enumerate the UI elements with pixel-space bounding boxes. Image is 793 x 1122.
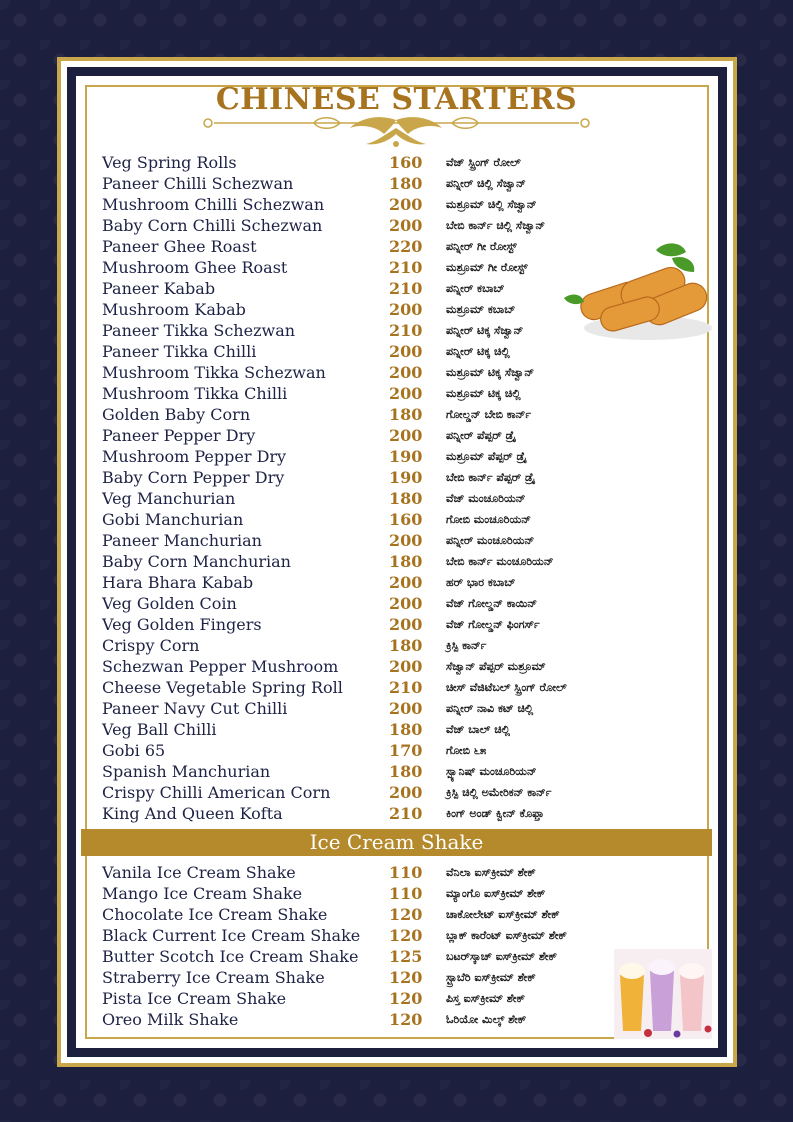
item-name: Mushroom Pepper Dry xyxy=(102,447,287,466)
menu-item xyxy=(0,698,793,719)
item-name: Paneer Ghee Roast xyxy=(102,237,257,256)
item-name: Paneer Kabab xyxy=(102,279,216,298)
item-name: Mushroom Kabab xyxy=(102,300,246,319)
item-price: 200 xyxy=(389,384,423,403)
item-name: Crispy Corn xyxy=(102,636,200,655)
item-price: 210 xyxy=(389,321,423,340)
menu-item xyxy=(0,635,793,656)
item-name: Hara Bhara Kabab xyxy=(102,573,254,592)
item-price: 200 xyxy=(389,195,423,214)
item-name: Golden Baby Corn xyxy=(102,405,251,424)
menu-item xyxy=(0,299,793,320)
menu-item xyxy=(0,215,793,236)
menu-item xyxy=(0,404,793,425)
item-name-kannada: ಹರ್ ಭಾರ ಕಬಾಬ್ xyxy=(446,576,516,589)
item-name-kannada: ಮಶ್ರೂಮ್ ಕಬಾಬ್ xyxy=(446,303,516,316)
item-name-kannada: ಪನ್ನೀರ್ ಟಿಕ್ಕ ಚಿಲ್ಲಿ xyxy=(446,345,510,358)
item-price: 110 xyxy=(389,863,423,882)
item-name: Paneer Tikka Schezwan xyxy=(102,321,296,340)
item-name-kannada: ಮ್ಯಾಂಗೊ ಐಸ್‌ಕ್ರೀಮ್ ಶೇಕ್ xyxy=(446,887,546,900)
item-price: 110 xyxy=(389,884,423,903)
item-name-kannada: ಪನ್ನೀರ್ ನಾವಿ ಕಟ್ ಚಿಲ್ಲಿ xyxy=(446,702,534,715)
item-price: 210 xyxy=(389,258,423,277)
item-name: Mango Ice Cream Shake xyxy=(102,884,303,903)
menu-item xyxy=(0,320,793,341)
item-price: 190 xyxy=(389,468,423,487)
menu-item xyxy=(0,719,793,740)
item-name: Oreo Milk Shake xyxy=(102,1010,239,1029)
item-name-kannada: ಬೇಬಿ ಕಾರ್ನ್ ಮಂಚೂರಿಯನ್ xyxy=(446,555,554,568)
item-price: 200 xyxy=(389,783,423,802)
item-name: Veg Golden Fingers xyxy=(102,615,262,634)
menu-item xyxy=(0,740,793,761)
page-title: CHINESE STARTERS xyxy=(215,82,578,117)
menu-item xyxy=(0,551,793,572)
item-name-kannada: ವೆಜ್ ಸ್ಪ್ರಿಂಗ್ ರೋಲ್ xyxy=(446,156,521,169)
item-name: Baby Corn Manchurian xyxy=(102,552,291,571)
item-name-kannada: ಓರಿಯೋ ಮಿಲ್ಕ್ ಶೇಕ್ xyxy=(446,1013,527,1026)
item-price: 200 xyxy=(389,699,423,718)
item-name-kannada: ವೆಜ್ ಬಾಲ್ ಚಿಲ್ಲಿ xyxy=(446,723,510,736)
item-name: Gobi 65 xyxy=(102,741,166,760)
item-price: 180 xyxy=(389,552,423,571)
item-name: Paneer Chilli Schezwan xyxy=(102,174,294,193)
item-price: 210 xyxy=(389,678,423,697)
item-name: Paneer Pepper Dry xyxy=(102,426,256,445)
item-name-kannada: ವೆಜ್ ಮಂಚೂರಿಯನ್ xyxy=(446,492,526,505)
item-name-kannada: ಮಶ್ರೂಮ್ ಟಿಕ್ಕ ಚಿಲ್ಲಿ xyxy=(446,387,521,400)
item-price: 200 xyxy=(389,363,423,382)
menu-item xyxy=(0,383,793,404)
menu-item xyxy=(0,925,793,946)
menu-item xyxy=(0,530,793,551)
item-name: Pista Ice Cream Shake xyxy=(102,989,287,1008)
item-name: Chocolate Ice Cream Shake xyxy=(102,905,328,924)
item-name-kannada: ಪನ್ನೀರ್ ಪೆಪ್ಪರ್ ಡ್ರೈ xyxy=(446,429,517,442)
item-price: 120 xyxy=(389,968,423,987)
item-price: 180 xyxy=(389,489,423,508)
item-name-kannada: ಕಿಂಗ್ ಅಂಡ್ ಕ್ವೀನ್ ಕೊಫ್ತಾ xyxy=(446,807,544,820)
item-name: Schezwan Pepper Mushroom xyxy=(102,657,339,676)
item-name-kannada: ಬ್ಲಾಕ್ ಕಾರೆಂಟ್ ಐಸ್‌ಕ್ರೀಮ್ ಶೇಕ್ xyxy=(446,929,567,942)
item-name-kannada: ಮಶ್ರೂಮ್ ಗೀ ರೋಸ್ಟ್ xyxy=(446,261,528,274)
item-name: Vanila Ice Cream Shake xyxy=(102,863,296,882)
ornament-divider-icon xyxy=(200,114,593,150)
item-price: 160 xyxy=(389,510,423,529)
menu-item xyxy=(0,257,793,278)
item-price: 200 xyxy=(389,615,423,634)
menu-item xyxy=(0,488,793,509)
menu-item xyxy=(0,614,793,635)
item-price: 200 xyxy=(389,573,423,592)
item-name-kannada: ಚಾಕೋಲೇಟ್ ಐಸ್‌ಕ್ರೀಮ್ ಶೇಕ್ xyxy=(446,908,560,921)
item-price: 220 xyxy=(389,237,423,256)
menu-item xyxy=(0,862,793,883)
item-name: Veg Golden Coin xyxy=(102,594,237,613)
menu-item xyxy=(0,572,793,593)
item-name-kannada: ಪನ್ನೀರ್ ಗೀ ರೋಸ್ಟ್ xyxy=(446,240,517,253)
item-name: Veg Manchurian xyxy=(102,489,236,508)
item-price: 120 xyxy=(389,1010,423,1029)
menu-item xyxy=(0,593,793,614)
menu-item xyxy=(0,761,793,782)
item-name-kannada: ವೆಜ್ ಗೋಲ್ಡನ್ ಫಿಂಗರ್ಸ್ xyxy=(446,618,540,631)
section-header-ice-cream-shake: Ice Cream Shake xyxy=(81,829,712,856)
item-price: 180 xyxy=(389,174,423,193)
item-name: Crispy Chilli American Corn xyxy=(102,783,331,802)
item-name: King And Queen Kofta xyxy=(102,804,283,823)
item-name-kannada: ಪನ್ನೀರ್ ಚಿಲ್ಲಿ ಸೆಜ್ವಾನ್ xyxy=(446,177,526,190)
item-name: Spanish Manchurian xyxy=(102,762,271,781)
menu-item xyxy=(0,883,793,904)
item-price: 120 xyxy=(389,905,423,924)
item-name-kannada: ಚೀಸ್ ವೆಜಿಟೆಬಲ್ ಸ್ಪ್ರಿಂಗ್ ರೋಲ್ xyxy=(446,681,567,694)
item-name-kannada: ಬಟರ್‌ಸ್ಕಾಚ್ ಐಸ್‌ಕ್ರೀಮ್ ಶೇಕ್ xyxy=(446,950,557,963)
item-name-kannada: ಗೋಲ್ಡನ್ ಬೇಬಿ ಕಾರ್ನ್ xyxy=(446,408,532,421)
item-name-kannada: ಸ್ಪ್ಯಾನಿಷ್ ಮಂಚೂರಿಯನ್ xyxy=(446,765,537,778)
menu-item xyxy=(0,467,793,488)
item-price: 200 xyxy=(389,531,423,550)
item-name: Paneer Navy Cut Chilli xyxy=(102,699,288,718)
item-price: 120 xyxy=(389,989,423,1008)
menu-item xyxy=(0,446,793,467)
item-name-kannada: ಪನ್ನೀರ್ ಮಂಚೂರಿಯನ್ xyxy=(446,534,535,547)
item-name-kannada: ವೆನಿಲಾ ಐಸ್‌ಕ್ರೀಮ್ ಶೇಕ್ xyxy=(446,866,536,879)
item-name: Veg Spring Rolls xyxy=(102,153,237,172)
menu-item xyxy=(0,803,793,824)
item-name: Baby Corn Pepper Dry xyxy=(102,468,285,487)
menu-item xyxy=(0,904,793,925)
item-name: Butter Scotch Ice Cream Shake xyxy=(102,947,359,966)
item-name-kannada: ಸೆಜ್ವಾನ್ ಪೆಪ್ಪರ್ ಮಶ್ರೂಮ್ xyxy=(446,660,546,673)
item-price: 200 xyxy=(389,657,423,676)
item-name: Paneer Manchurian xyxy=(102,531,262,550)
item-name: Mushroom Chilli Schezwan xyxy=(102,195,325,214)
item-name: Veg Ball Chilli xyxy=(102,720,217,739)
milkshakes-image xyxy=(614,949,712,1039)
item-name-kannada: ಬೇಬಿ ಕಾರ್ನ್ ಪೆಪ್ಪರ್ ಡ್ರೈ xyxy=(446,471,536,484)
item-price: 200 xyxy=(389,216,423,235)
menu-item xyxy=(0,425,793,446)
item-price: 200 xyxy=(389,594,423,613)
menu-item xyxy=(0,677,793,698)
menu-item xyxy=(0,194,793,215)
item-price: 180 xyxy=(389,636,423,655)
item-price: 200 xyxy=(389,342,423,361)
item-name-kannada: ಗೋಬಿ ಮಂಚೂರಿಯನ್ xyxy=(446,513,531,526)
item-price: 125 xyxy=(389,947,423,966)
item-name-kannada: ಸ್ಟ್ರಾಬೆರಿ ಐಸ್‌ಕ್ರೀಮ್ ಶೇಕ್ xyxy=(446,971,536,984)
item-name: Mushroom Tikka Schezwan xyxy=(102,363,326,382)
item-price: 120 xyxy=(389,926,423,945)
item-price: 210 xyxy=(389,279,423,298)
item-name: Mushroom Ghee Roast xyxy=(102,258,288,277)
item-price: 180 xyxy=(389,762,423,781)
item-price: 160 xyxy=(389,153,423,172)
item-price: 190 xyxy=(389,447,423,466)
item-name: Baby Corn Chilli Schezwan xyxy=(102,216,323,235)
menu-item xyxy=(0,362,793,383)
item-price: 180 xyxy=(389,720,423,739)
menu-item xyxy=(0,278,793,299)
item-name-kannada: ವೆಜ್ ಗೋಲ್ಡನ್ ಕಾಯಿನ್ xyxy=(446,597,538,610)
menu-item xyxy=(0,782,793,803)
item-name-kannada: ಮಶ್ರೂಮ್ ಟಿಕ್ಕ ಸೆಜ್ವಾನ್ xyxy=(446,366,535,379)
item-name-kannada: ಪಿಸ್ತ ಐಸ್‌ಕ್ರೀಮ್ ಶೇಕ್ xyxy=(446,992,525,1005)
menu-item xyxy=(0,656,793,677)
menu-item xyxy=(0,341,793,362)
item-name-kannada: ಗೋಬಿ ೬೫ xyxy=(446,744,487,757)
item-name-kannada: ಪನ್ನೀರ್ ಟಿಕ್ಕ ಸೆಜ್ವಾನ್ xyxy=(446,324,524,337)
item-name: Straberry Ice Cream Shake xyxy=(102,968,325,987)
item-price: 200 xyxy=(389,426,423,445)
item-name-kannada: ಮಶ್ರೂಮ್ ಚಿಲ್ಲಿ ಸೆಜ್ವಾನ್ xyxy=(446,198,537,211)
menu-item xyxy=(0,173,793,194)
item-name: Mushroom Tikka Chilli xyxy=(102,384,288,403)
item-name: Black Current Ice Cream Shake xyxy=(102,926,361,945)
item-price: 210 xyxy=(389,804,423,823)
menu-item xyxy=(0,509,793,530)
menu-item xyxy=(0,152,793,173)
item-price: 200 xyxy=(389,300,423,319)
menu-item xyxy=(0,236,793,257)
item-name-kannada: ಕ್ರಿಸ್ಪಿ ಕಾರ್ನ್ xyxy=(446,639,487,652)
item-price: 170 xyxy=(389,741,423,760)
item-name-kannada: ಬೇಬಿ ಕಾರ್ನ್ ಚಿಲ್ಲಿ ಸೆಜ್ವಾನ್ xyxy=(446,219,546,232)
item-name-kannada: ಮಶ್ರೂಮ್ ಪೆಪ್ಪರ್ ಡ್ರೈ xyxy=(446,450,527,463)
item-name-kannada: ಪನ್ನೀರ್ ಕಬಾಬ್ xyxy=(446,282,505,295)
item-name: Paneer Tikka Chilli xyxy=(102,342,257,361)
item-price: 180 xyxy=(389,405,423,424)
item-name: Cheese Vegetable Spring Roll xyxy=(102,678,343,697)
item-name: Gobi Manchurian xyxy=(102,510,244,529)
item-name-kannada: ಕ್ರಿಸ್ಪಿ ಚಿಲ್ಲಿ ಅಮೇರಿಕನ್ ಕಾರ್ನ್ xyxy=(446,786,552,799)
